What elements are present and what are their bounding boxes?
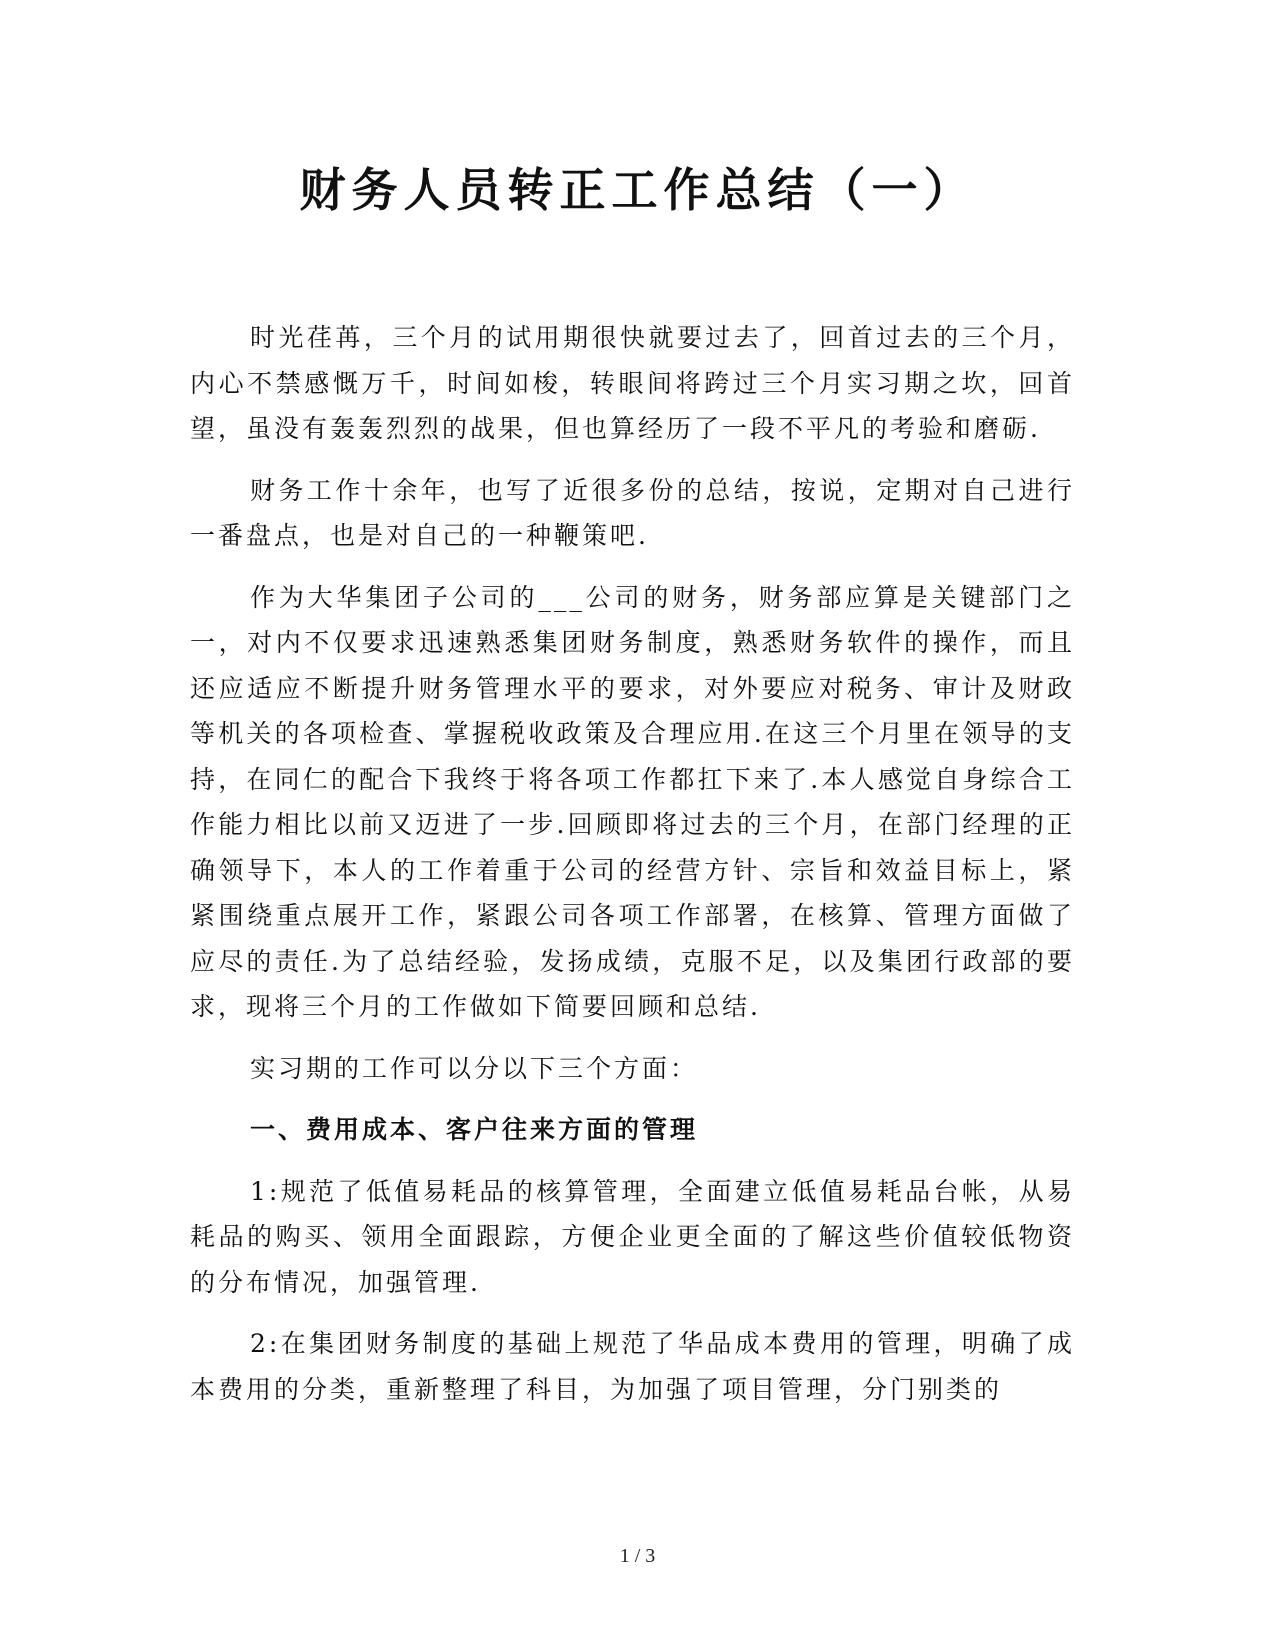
paragraph-item-2: 2:在集团财务制度的基础上规范了华品成本费用的管理，明确了成本费用的分类，重新整理了科目，为加强了项目管理，分门别类的: [190, 1329, 1075, 1404]
paragraph-experience: 财务工作十余年，也写了近很多份的总结，按说，定期对自己进行一番盘点，也是对自己的一种鞭策吧.: [190, 475, 1075, 550]
paragraph-role: 作为大华集团子公司的___公司的财务，财务部应算是关键部门之一，对内不仅要求迅速熟悉集团财务制度，熟悉财务软件的操作，而且还应适应不断提升财务管理水平的要求，对外要应对税务、审计及财政等机关的各项检查、掌握税收政策及合理应用.在这三个月里在领导的支持，在同仁的配合下我终于将各项工作都扛下来了.本人感觉自身综合工作能力相比以前又迈进了一步.回顾即将过去的三个月，在部门经理的正确领导下，本人的工作着重于公司的经营方针、宗旨和效益目标上，紧紧围绕重点展开工作，紧跟公司各项工作部署，在核算、管理方面做了应尽的责任.为了总结经验，发扬成绩，克服不足，以及集团行政部的要求，现将三个月的工作做如下简要回顾和总结.: [190, 582, 1075, 1021]
document-title: 财务人员转正工作总结（一）: [299, 163, 976, 217]
document-body: [190, 315, 1075, 1428]
paragraph-item-1: 1:规范了低值易耗品的核算管理，全面建立低值易耗品台帐，从易耗品的购买、领用全面跟踪，方便企业更全面的了解这些价值较低物资的分布情况，加强管理.: [190, 1176, 1075, 1297]
paragraph-aspects: 实习期的工作可以分以下三个方面：: [250, 1053, 699, 1083]
page-number: 1 / 3: [619, 1545, 656, 1567]
section-heading-cost-management: 一、费用成本、客户往来方面的管理: [250, 1115, 699, 1144]
paragraph-intro: 时光荏苒，三个月的试用期很快就要过去了，回首过去的三个月，内心不禁感慨万千，时间如梭，转眼间将跨过三个月实习期之坎，回首望，虽没有轰轰烈烈的战果，但也算经历了一段不平凡的考验和磨砺.: [190, 323, 1075, 443]
